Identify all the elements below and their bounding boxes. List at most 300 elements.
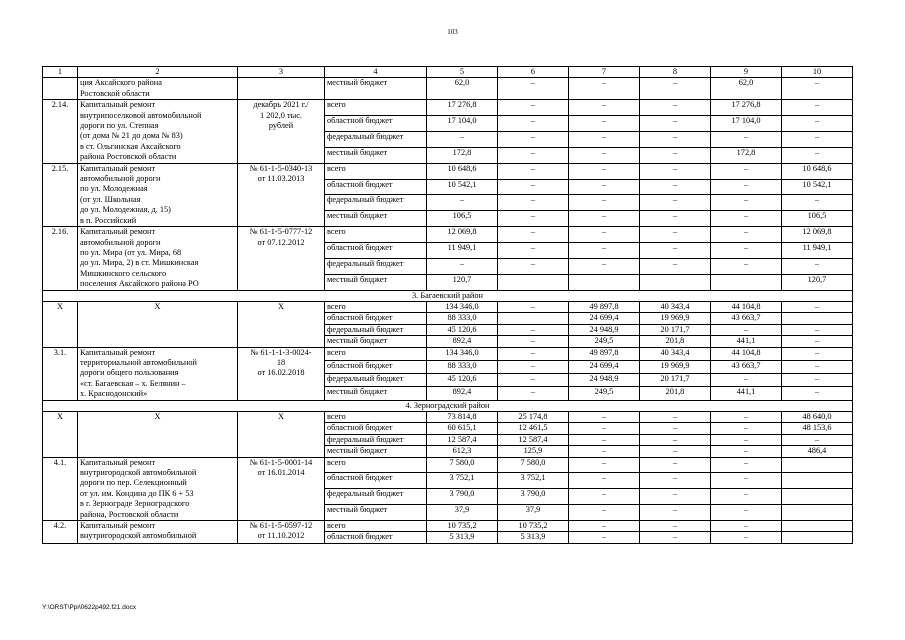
amount-cell: – — [498, 347, 569, 360]
budget-type: областной бюджет — [325, 360, 427, 373]
amount-cell: 11 949,1 — [427, 242, 498, 258]
amount-cell: 892,4 — [427, 336, 498, 347]
row-number: Х — [43, 301, 78, 347]
name-line: внутригородской автомобильной — [80, 468, 197, 478]
budget-type: областной бюджет — [325, 313, 427, 324]
amount-cell: 19 969,9 — [640, 313, 711, 324]
name-line: в г. Зернограде Зерноградского — [80, 499, 190, 509]
amount-cell: – — [569, 521, 640, 532]
amount-cell: – — [569, 532, 640, 543]
budget-type: областной бюджет — [325, 179, 427, 195]
document-ref — [238, 412, 325, 458]
amount-cell: 3 790,0 — [498, 489, 569, 505]
amount-cell: – — [640, 521, 711, 532]
amount-cell: – — [782, 147, 853, 163]
budget-type: областной бюджет — [325, 423, 427, 434]
header-cell: 6 — [498, 67, 569, 78]
amount-cell: – — [711, 131, 782, 147]
amount-cell: 10 542,1 — [427, 179, 498, 195]
amount-cell: 17 104,0 — [711, 116, 782, 132]
amount-cell — [782, 313, 853, 324]
budget-type: всего — [325, 412, 427, 423]
name-line: Ростовской области — [80, 88, 150, 98]
document-ref — [238, 301, 325, 347]
amount-cell: – — [569, 489, 640, 505]
amount-cell: – — [640, 147, 711, 163]
amount-cell: – — [640, 195, 711, 211]
amount-cell: – — [711, 258, 782, 274]
doc-line: № 61-1-5-0340-13 — [249, 163, 313, 173]
amount-cell: 134 346,0 — [427, 347, 498, 360]
amount-cell: 17 276,8 — [427, 100, 498, 116]
name-line: дороги по ул. Степная — [80, 121, 159, 131]
amount-cell: 48 153,6 — [782, 423, 853, 434]
budget-type: всего — [325, 100, 427, 116]
row-number: Х — [43, 412, 78, 458]
amount-cell — [782, 489, 853, 505]
doc-line: № 61-1-5-0777-12 — [249, 227, 313, 237]
amount-cell: – — [640, 532, 711, 543]
amount-cell: – — [640, 227, 711, 243]
amount-cell: – — [640, 457, 711, 473]
table-row — [43, 301, 853, 312]
amount-cell: – — [711, 242, 782, 258]
amount-cell: – — [782, 347, 853, 360]
amount-cell: – — [498, 387, 569, 400]
name-line: Х — [154, 412, 161, 421]
amount-cell: – — [640, 163, 711, 179]
section-row — [43, 290, 853, 301]
amount-cell: – — [569, 179, 640, 195]
amount-cell — [782, 473, 853, 489]
name-line: территориальной автомобильной — [80, 357, 197, 367]
object-name — [78, 227, 238, 290]
header-cell: 2 — [78, 67, 238, 78]
amount-cell: 120,7 — [782, 274, 853, 290]
doc-line: Х — [278, 412, 284, 421]
object-name — [78, 521, 238, 544]
amount-cell: – — [498, 131, 569, 147]
name-line: по ул. Молодежная — [80, 184, 148, 194]
amount-cell: – — [711, 473, 782, 489]
row-number: 4.1. — [43, 457, 78, 520]
amount-cell: – — [569, 227, 640, 243]
amount-cell — [498, 274, 569, 290]
amount-cell: 62,0 — [711, 78, 782, 100]
amount-cell: 17 276,8 — [711, 100, 782, 116]
amount-cell — [498, 313, 569, 324]
document-ref — [238, 100, 325, 163]
doc-line: № 61-1-5-0597-12 — [249, 521, 313, 531]
amount-cell: – — [569, 131, 640, 147]
amount-cell: 20 171,7 — [640, 374, 711, 387]
amount-cell: 125,9 — [498, 446, 569, 457]
doc-line: от 11.10.2012 — [257, 531, 305, 541]
budget-type: всего — [325, 227, 427, 243]
document-ref — [238, 163, 325, 226]
amount-cell: – — [640, 78, 711, 100]
name-line: автомобильной дороги — [80, 237, 161, 247]
amount-cell: – — [711, 374, 782, 387]
amount-cell: 7 580,0 — [498, 457, 569, 473]
budget-type: всего — [325, 521, 427, 532]
amount-cell: – — [711, 195, 782, 211]
name-line: Капитальный ремонт — [80, 227, 156, 237]
section-row — [43, 400, 853, 411]
amount-cell: 892,4 — [427, 387, 498, 400]
amount-cell: 45 120,6 — [427, 374, 498, 387]
table-row — [43, 163, 853, 179]
budget-type: федеральный бюджет — [325, 131, 427, 147]
amount-cell: 172,8 — [427, 147, 498, 163]
budget-type: местный бюджет — [325, 505, 427, 521]
amount-cell: – — [640, 131, 711, 147]
table-row — [43, 521, 853, 532]
amount-cell: – — [569, 457, 640, 473]
amount-cell: – — [711, 227, 782, 243]
row-number: 3.1. — [43, 347, 78, 400]
amount-cell: 37,9 — [498, 505, 569, 521]
amount-cell: – — [782, 434, 853, 445]
amount-cell: – — [498, 147, 569, 163]
amount-cell: 3 752,1 — [498, 473, 569, 489]
document-ref — [238, 227, 325, 290]
amount-cell: – — [711, 489, 782, 505]
budget-type: местный бюджет — [325, 78, 427, 100]
name-line: внутригородской автомобильной — [80, 531, 197, 541]
name-line: до ул. Молодежная, д. 15) — [80, 205, 171, 215]
name-line: в п. Российский — [80, 215, 137, 225]
amount-cell — [711, 274, 782, 290]
amount-cell: 40 343,4 — [640, 301, 711, 312]
amount-cell: 201,8 — [640, 336, 711, 347]
amount-cell: – — [711, 532, 782, 543]
object-name — [78, 163, 238, 226]
amount-cell: 73 814,8 — [427, 412, 498, 423]
amount-cell: – — [427, 131, 498, 147]
table-row — [43, 227, 853, 243]
row-number: 2.16. — [43, 227, 78, 290]
amount-cell: – — [498, 227, 569, 243]
amount-cell: 24 948,9 — [569, 374, 640, 387]
amount-cell: – — [640, 116, 711, 132]
section-title: 4. Зерноградский район — [43, 400, 853, 411]
document-ref — [238, 457, 325, 520]
budget-type: федеральный бюджет — [325, 489, 427, 505]
header-cell: 5 — [427, 67, 498, 78]
header-cell: 4 — [325, 67, 427, 78]
amount-cell: – — [711, 505, 782, 521]
amount-cell: – — [782, 324, 853, 335]
amount-cell: 20 171,7 — [640, 324, 711, 335]
table-row — [43, 100, 853, 116]
budget-type: федеральный бюджет — [325, 195, 427, 211]
amount-cell — [640, 274, 711, 290]
amount-cell: – — [569, 211, 640, 227]
name-line: района Ростовской области — [80, 152, 177, 162]
name-line: Капитальный ремонт — [80, 457, 156, 467]
budget-type: федеральный бюджет — [325, 434, 427, 445]
amount-cell: – — [640, 489, 711, 505]
amount-cell: – — [640, 242, 711, 258]
amount-cell: – — [569, 412, 640, 423]
amount-cell: 612,3 — [427, 446, 498, 457]
name-line: в ст. Ольгинская Аксайского — [80, 141, 181, 151]
amount-cell: – — [782, 100, 853, 116]
amount-cell: – — [569, 505, 640, 521]
amount-cell: 172,8 — [711, 147, 782, 163]
amount-cell: 40 343,4 — [640, 347, 711, 360]
budget-type: областной бюджет — [325, 242, 427, 258]
name-line: поселения Аксайского района РО — [80, 279, 199, 289]
name-line: (от ул. Школьная — [80, 194, 141, 204]
amount-cell: – — [427, 258, 498, 274]
header-cell: 1 — [43, 67, 78, 78]
name-line: (от дома № 21 до дома № 83) — [80, 131, 183, 141]
amount-cell: 5 313,9 — [427, 532, 498, 543]
doc-line: от 16.01.2014 — [257, 468, 305, 478]
doc-line: 1 202,0 тыс. — [260, 110, 302, 120]
amount-cell: – — [711, 324, 782, 335]
amount-cell: 3 752,1 — [427, 473, 498, 489]
section-title: 3. Багаевский район — [43, 290, 853, 301]
amount-cell: – — [569, 473, 640, 489]
amount-cell: – — [711, 434, 782, 445]
amount-cell: – — [711, 446, 782, 457]
amount-cell: 106,5 — [427, 211, 498, 227]
header-row — [43, 67, 853, 78]
amount-cell: 12 069,8 — [427, 227, 498, 243]
amount-cell: 10 648,6 — [427, 163, 498, 179]
header-cell: 7 — [569, 67, 640, 78]
doc-line: 18 — [276, 357, 286, 367]
doc-line: рублей — [268, 121, 294, 131]
amount-cell: 5 313,9 — [498, 532, 569, 543]
budget-type: областной бюджет — [325, 532, 427, 543]
amount-cell: 49 897,8 — [569, 347, 640, 360]
name-line: по ул. Мира (от ул. Мира, 68 — [80, 247, 182, 257]
header-cell: 9 — [711, 67, 782, 78]
budget-type: местный бюджет — [325, 211, 427, 227]
amount-cell: 44 104,8 — [711, 301, 782, 312]
amount-cell: – — [569, 163, 640, 179]
header-cell: 3 — [238, 67, 325, 78]
amount-cell: – — [640, 446, 711, 457]
amount-cell: – — [569, 258, 640, 274]
amount-cell: – — [640, 505, 711, 521]
doc-line: от 11.03.2013 — [257, 174, 305, 184]
budget-type: всего — [325, 457, 427, 473]
amount-cell: – — [569, 195, 640, 211]
amount-cell: 25 174,8 — [498, 412, 569, 423]
row-number: 2.14. — [43, 100, 78, 163]
amount-cell: – — [498, 360, 569, 373]
amount-cell: 10 648,6 — [782, 163, 853, 179]
amount-cell: 45 120,6 — [427, 324, 498, 335]
amount-cell: – — [640, 179, 711, 195]
document-ref — [238, 521, 325, 544]
amount-cell: – — [782, 258, 853, 274]
object-name — [78, 457, 238, 520]
table-row — [43, 457, 853, 473]
row-number: 2.15. — [43, 163, 78, 226]
amount-cell: – — [711, 423, 782, 434]
budget-type: всего — [325, 301, 427, 312]
header-cell: 10 — [782, 67, 853, 78]
amount-cell: – — [498, 301, 569, 312]
amount-cell — [782, 505, 853, 521]
name-line: внутрипоселковой автомобильной — [80, 110, 202, 120]
amount-cell: 201,8 — [640, 387, 711, 400]
amount-cell: – — [782, 116, 853, 132]
amount-cell: 249,5 — [569, 336, 640, 347]
amount-cell: – — [640, 211, 711, 227]
amount-cell: – — [782, 374, 853, 387]
budget-type: федеральный бюджет — [325, 374, 427, 387]
amount-cell: 106,5 — [782, 211, 853, 227]
amount-cell: – — [498, 211, 569, 227]
name-line: от ул. им. Кондина до ПК 6 + 53 — [80, 488, 194, 498]
name-line: Капитальный ремонт — [80, 100, 156, 110]
amount-cell: – — [498, 258, 569, 274]
amount-cell: – — [498, 324, 569, 335]
budget-type: областной бюджет — [325, 473, 427, 489]
amount-cell: 88 333,0 — [427, 360, 498, 373]
amount-cell: – — [498, 78, 569, 100]
document-ref — [238, 78, 325, 100]
budget-type: федеральный бюджет — [325, 258, 427, 274]
name-line: дороги общего пользования — [80, 368, 179, 378]
name-line: ция Аксайского района — [80, 78, 162, 88]
object-name — [78, 301, 238, 347]
budget-type: областной бюджет — [325, 116, 427, 132]
amount-cell: – — [782, 387, 853, 400]
doc-line: № 61-1-5-0001-14 — [249, 457, 313, 467]
name-line: Мишкинского сельского — [80, 268, 167, 278]
amount-cell: – — [498, 163, 569, 179]
amount-cell: – — [711, 179, 782, 195]
name-line: Х — [154, 301, 161, 311]
amount-cell: 24 699,4 — [569, 313, 640, 324]
amount-cell: – — [569, 116, 640, 132]
amount-cell: – — [569, 100, 640, 116]
amount-cell: 49 897,8 — [569, 301, 640, 312]
amount-cell: – — [569, 147, 640, 163]
amount-cell: – — [711, 211, 782, 227]
amount-cell: – — [782, 360, 853, 373]
amount-cell: 48 640,0 — [782, 412, 853, 423]
name-line: района, Ростовской области — [80, 509, 179, 519]
amount-cell: 134 346,0 — [427, 301, 498, 312]
amount-cell: – — [569, 423, 640, 434]
amount-cell: – — [711, 521, 782, 532]
amount-cell: – — [569, 78, 640, 100]
amount-cell: – — [782, 195, 853, 211]
amount-cell: 12 587,4 — [427, 434, 498, 445]
name-line: Капитальный ремонт — [80, 163, 156, 173]
amount-cell: – — [782, 131, 853, 147]
budget-type: местный бюджет — [325, 336, 427, 347]
amount-cell: 441,1 — [711, 387, 782, 400]
amount-cell: 62,0 — [427, 78, 498, 100]
doc-line: декабрь 2021 г./ — [253, 100, 309, 110]
amount-cell: 88 333,0 — [427, 313, 498, 324]
doc-line: Х — [278, 301, 284, 311]
amount-cell: – — [569, 434, 640, 445]
file-path-footer: Y:\ORST\Ppi\0622p492.f21.docx — [42, 604, 136, 611]
amount-cell: 24 948,9 — [569, 324, 640, 335]
amount-cell: 19 969,9 — [640, 360, 711, 373]
amount-cell — [782, 532, 853, 543]
object-name — [78, 412, 238, 458]
header-cell: 8 — [640, 67, 711, 78]
amount-cell: 43 663,7 — [711, 360, 782, 373]
amount-cell: – — [427, 195, 498, 211]
amount-cell: – — [711, 412, 782, 423]
amount-cell: 17 104,0 — [427, 116, 498, 132]
budget-type: местный бюджет — [325, 446, 427, 457]
amount-cell: 37,9 — [427, 505, 498, 521]
amount-cell: 486,4 — [782, 446, 853, 457]
budget-type: всего — [325, 347, 427, 360]
amount-cell: – — [782, 301, 853, 312]
amount-cell: 11 949,1 — [782, 242, 853, 258]
budget-type: местный бюджет — [325, 274, 427, 290]
amount-cell — [782, 457, 853, 473]
amount-cell: 24 699,4 — [569, 360, 640, 373]
amount-cell: – — [498, 179, 569, 195]
amount-cell: – — [640, 100, 711, 116]
doc-line: от 16.02.2018 — [257, 368, 305, 378]
amount-cell: 12 587,4 — [498, 434, 569, 445]
budget-table — [42, 66, 853, 544]
budget-type: местный бюджет — [325, 147, 427, 163]
amount-cell: – — [782, 336, 853, 347]
amount-cell: – — [782, 78, 853, 100]
budget-type: федеральный бюджет — [325, 324, 427, 335]
amount-cell: 441,1 — [711, 336, 782, 347]
amount-cell: – — [640, 423, 711, 434]
amount-cell: – — [498, 100, 569, 116]
row-number — [43, 78, 78, 100]
budget-type: всего — [325, 163, 427, 179]
amount-cell — [569, 274, 640, 290]
name-line: Капитальный ремонт — [80, 521, 156, 531]
page-number: 103 — [447, 28, 458, 36]
table-row — [43, 412, 853, 423]
row-number: 4.2. — [43, 521, 78, 544]
amount-cell: 10 542,1 — [782, 179, 853, 195]
amount-cell: – — [711, 457, 782, 473]
amount-cell: – — [640, 412, 711, 423]
name-line: дороги по пер. Селекционный — [80, 478, 187, 488]
amount-cell: 10 735,2 — [498, 521, 569, 532]
amount-cell: – — [498, 336, 569, 347]
amount-cell: – — [640, 434, 711, 445]
table-row — [43, 78, 853, 100]
amount-cell — [782, 521, 853, 532]
doc-line: от 07.12.2012 — [257, 237, 305, 247]
document-ref — [238, 347, 325, 400]
amount-cell: 3 790,0 — [427, 489, 498, 505]
amount-cell: 249,5 — [569, 387, 640, 400]
amount-cell: 43 663,7 — [711, 313, 782, 324]
amount-cell: 12 461,5 — [498, 423, 569, 434]
name-line: «ст. Багаевская – х. Белянин – — [80, 378, 186, 388]
object-name — [78, 100, 238, 163]
table-row — [43, 347, 853, 360]
name-line: х. Краснодонский» — [80, 389, 148, 399]
